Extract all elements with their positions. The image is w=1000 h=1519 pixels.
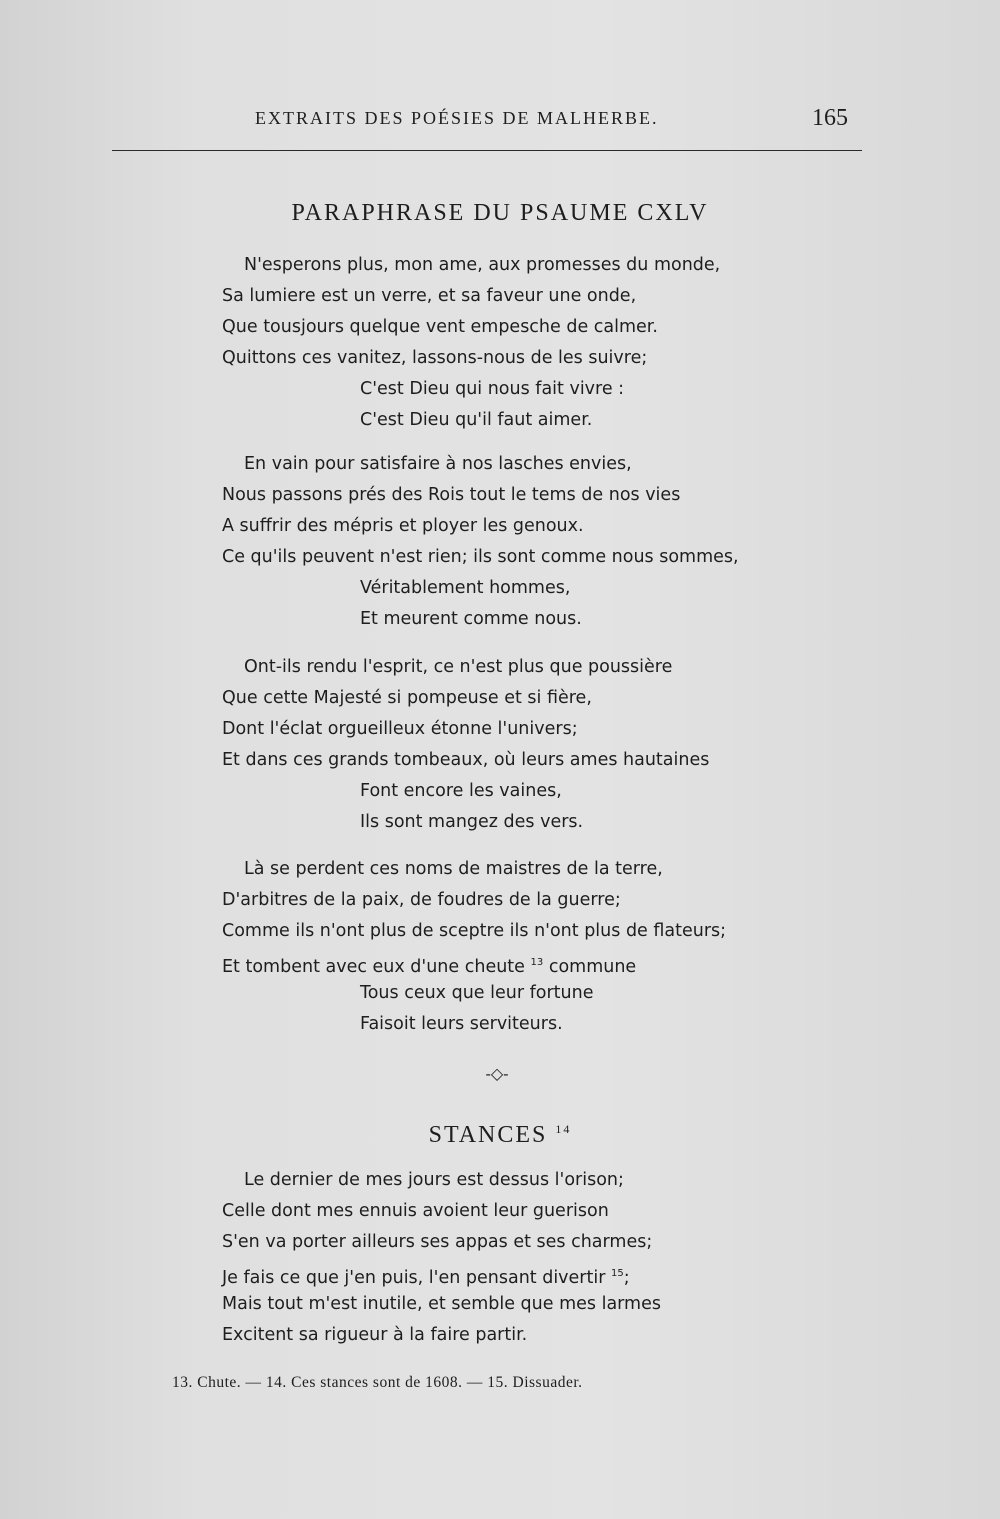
- stanza-1: [222, 250, 782, 436]
- running-header: [110, 105, 862, 138]
- verse-line: Excitent sa rigueur à la faire partir.: [222, 1325, 528, 1345]
- stanza-3: [222, 652, 782, 838]
- verse-line: Faisoit leurs serviteurs.: [360, 1014, 563, 1034]
- verse-line: Là se perdent ces noms de maistres de la terre,: [244, 859, 663, 879]
- verse-line: Mais tout m'est inutile, et semble que mes larmes: [222, 1294, 661, 1314]
- verse-line: S'en va porter ailleurs ses appas et ses charmes;: [222, 1232, 653, 1252]
- verse-line: Ce qu'ils peuvent n'est rien; ils sont comme nous sommes,: [222, 547, 739, 567]
- verse-line: D'arbitres de la paix, de foudres de la guerre;: [222, 890, 621, 910]
- footnote-ref: 13: [530, 957, 544, 968]
- verse-line: Comme ils n'ont plus de sceptre ils n'ont plus de flateurs;: [222, 921, 727, 941]
- verse-line: Le dernier de mes jours est dessus l'orison;: [244, 1170, 624, 1190]
- verse-line: Dont l'éclat orgueilleux étonne l'univers;: [222, 719, 578, 739]
- verse-line: Que cette Majesté si pompeuse et si fière,: [222, 688, 592, 708]
- verse-line: Tous ceux que leur fortune: [360, 983, 594, 1003]
- stances-title: STANCES: [428, 1122, 548, 1148]
- verse-line: C'est Dieu qui nous fait vivre :: [360, 379, 625, 399]
- verse-line: Ont-ils rendu l'esprit, ce n'est plus que poussière: [244, 657, 673, 677]
- verse-line: [222, 947, 782, 978]
- page-number: 165: [812, 105, 848, 131]
- verse-line: Ils sont mangez des vers.: [360, 812, 584, 832]
- verse-line: Font encore les vaines,: [360, 781, 562, 801]
- verse-line: Quittons ces vanitez, lassons-nous de les suivre;: [222, 348, 648, 368]
- section-ornament: -◇-: [485, 1064, 509, 1083]
- verse-text: ;: [623, 1267, 630, 1288]
- verse-line: Et meurent comme nous.: [360, 609, 582, 629]
- stanza-stances: [222, 1165, 782, 1351]
- footnote-ref: 14: [555, 1122, 572, 1136]
- footnotes: 13. Chute. — 14. Ces stances sont de 1608. — 15. Dissuader.: [172, 1374, 583, 1391]
- verse-line: Que tousjours quelque vent empesche de calmer.: [222, 317, 658, 337]
- verse-line: N'esperons plus, mon ame, aux promesses du monde,: [244, 255, 721, 275]
- verse-line: [222, 1258, 782, 1289]
- verse-line: Celle dont mes ennuis avoient leur guerison: [222, 1201, 609, 1221]
- verse-text: Et tombent avec eux d'une cheute: [222, 956, 525, 977]
- verse-line: Véritablement hommes,: [360, 578, 571, 598]
- poem-title-psaume: PARAPHRASE DU PSAUME CXLV: [291, 200, 709, 226]
- verse-line: C'est Dieu qu'il faut aimer.: [360, 410, 593, 430]
- header-rule: [112, 150, 862, 151]
- verse-text: commune: [548, 956, 637, 977]
- verse-line: Et dans ces grands tombeaux, où leurs ames hautaines: [222, 750, 710, 770]
- running-title: EXTRAITS DES POÉSIES DE MALHERBE.: [255, 108, 659, 128]
- footnote-ref: 15: [611, 1268, 624, 1279]
- poem-title-stances: [0, 1122, 1000, 1149]
- verse-text: Je fais ce que j'en puis, l'en pensant divertir: [222, 1267, 606, 1288]
- stanza-2: [222, 449, 782, 635]
- verse-line: A suffrir des mépris et ployer les genoux.: [222, 516, 584, 536]
- verse-line: Sa lumiere est un verre, et sa faveur une onde,: [222, 286, 637, 306]
- verse-line: Nous passons prés des Rois tout le tems de nos vies: [222, 485, 681, 505]
- verse-line: En vain pour satisfaire à nos lasches envies,: [244, 454, 632, 474]
- stanza-4: [222, 854, 782, 1040]
